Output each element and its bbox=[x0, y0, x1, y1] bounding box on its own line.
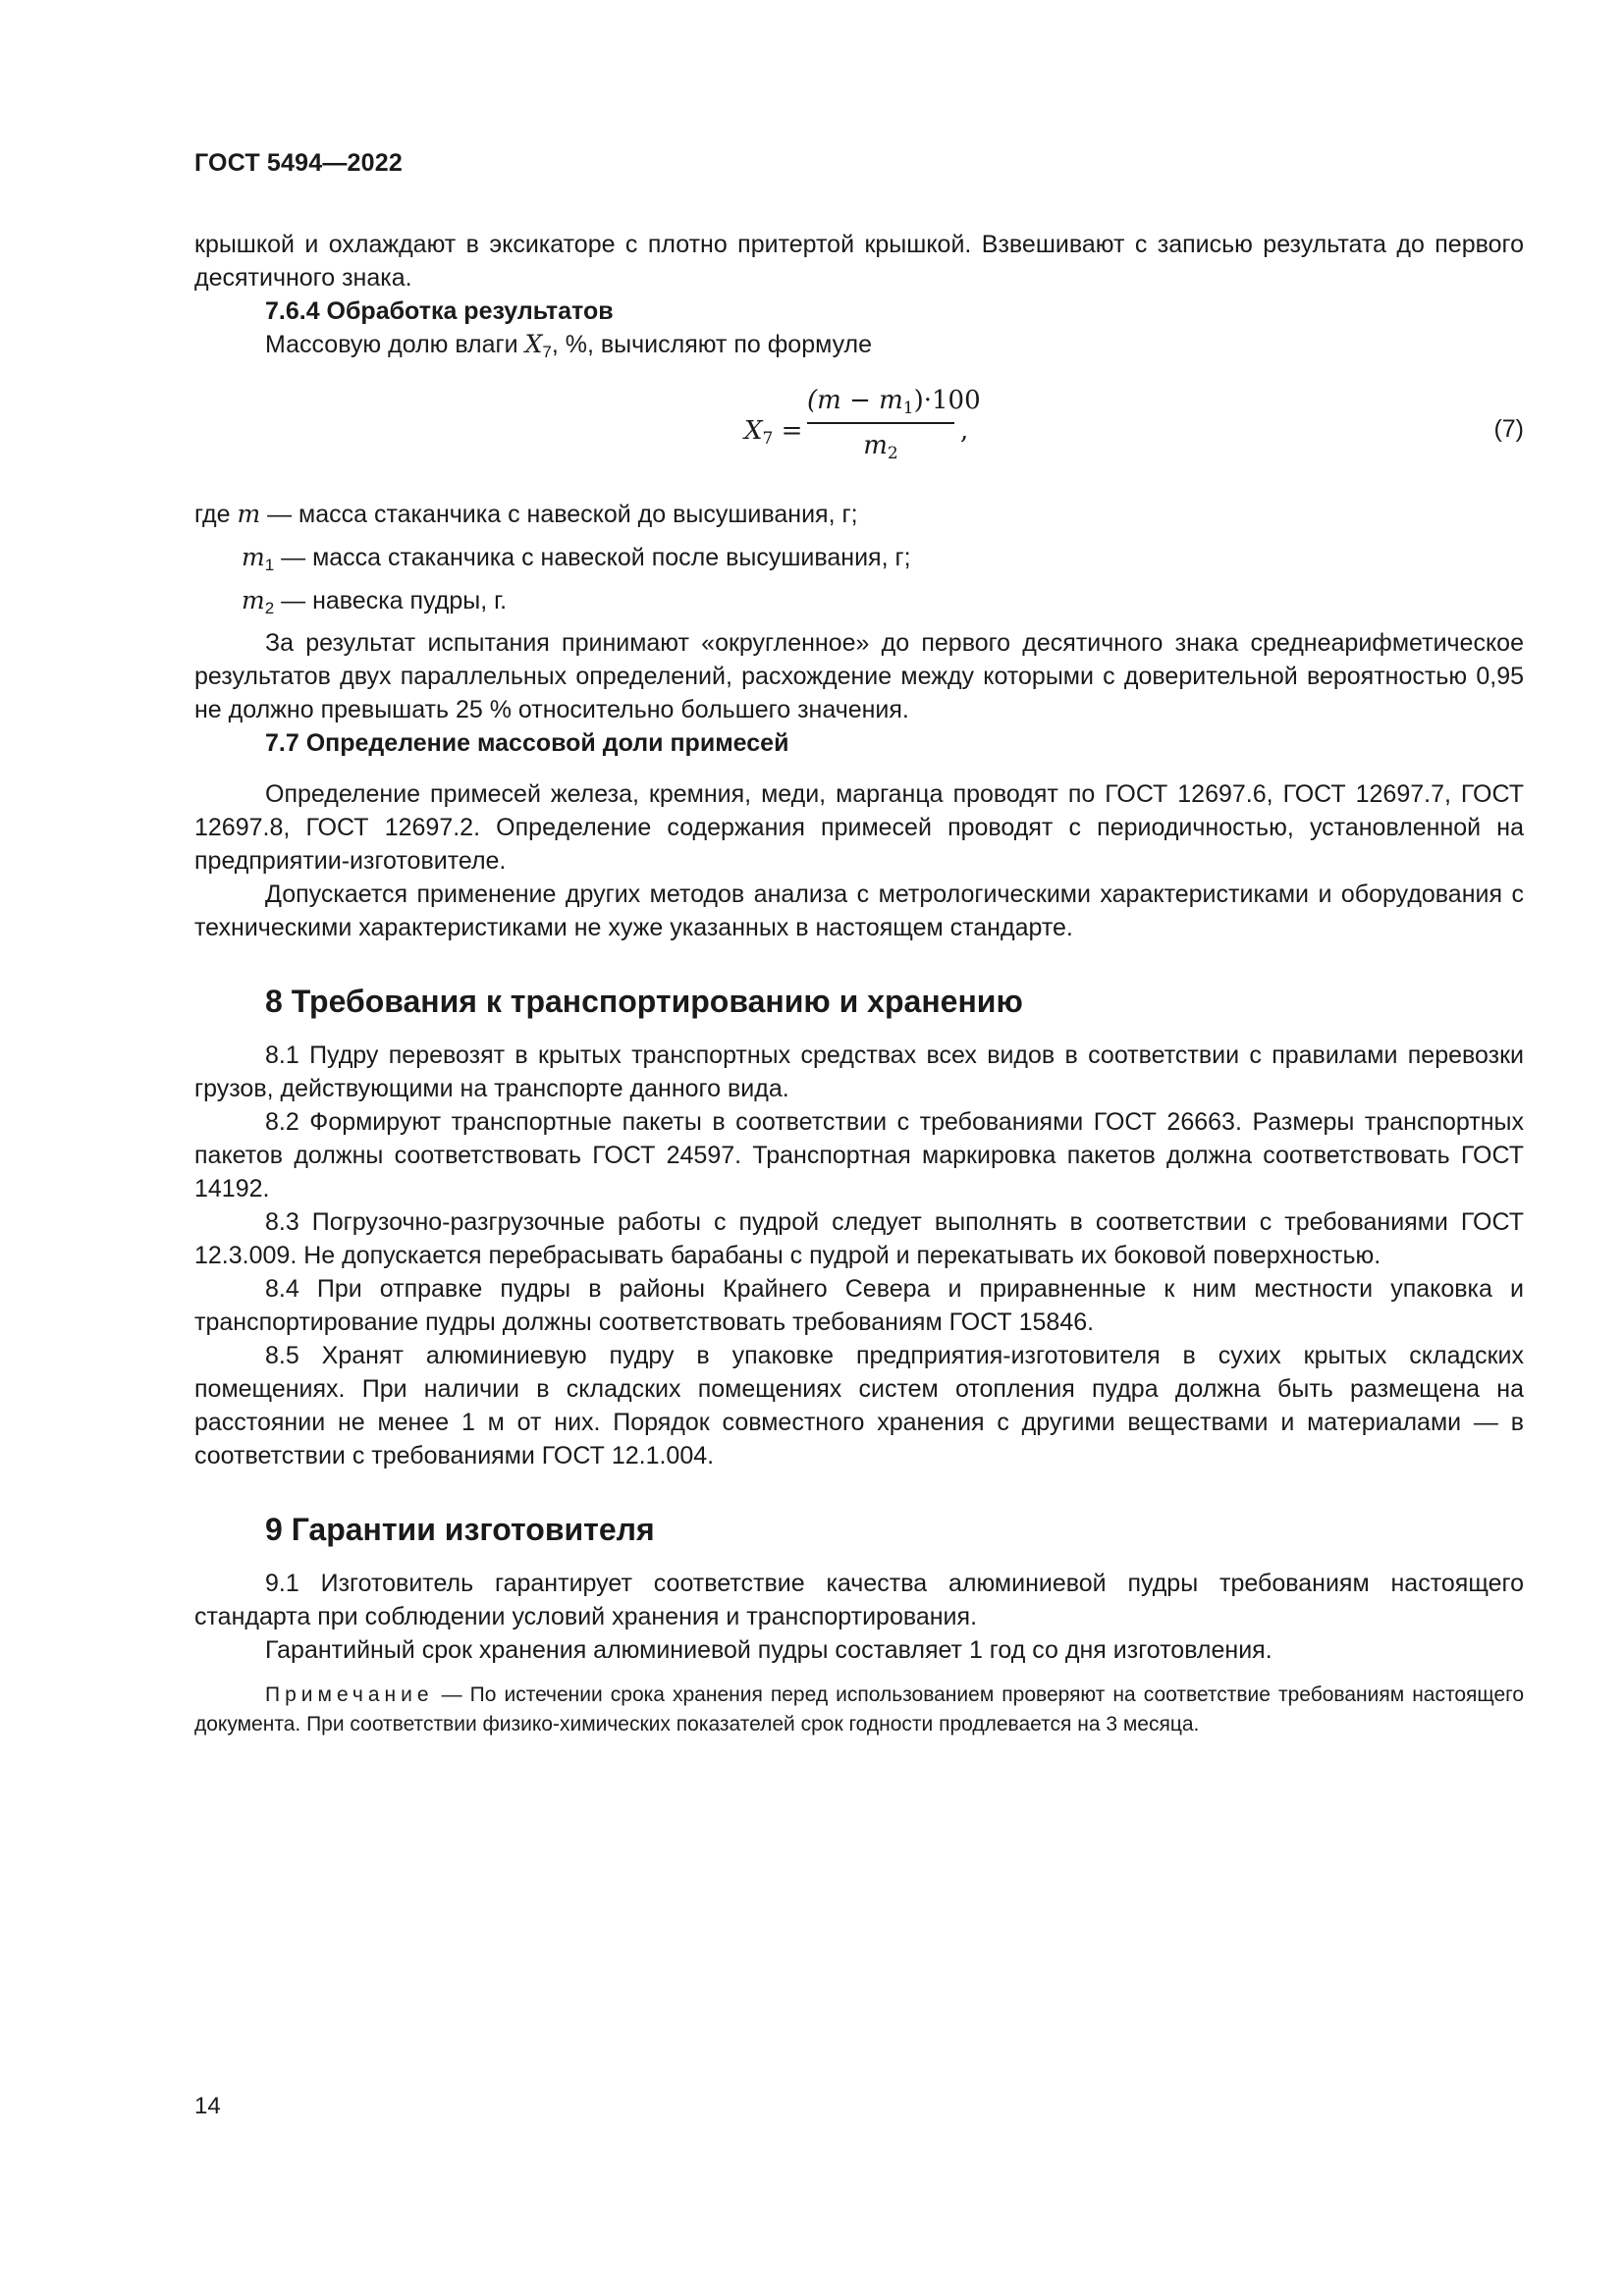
standard-code-header: ГОСТ 5494—2022 bbox=[194, 149, 403, 177]
where-text: — масса стаканчика с навеской после высушивания, г; bbox=[274, 544, 911, 571]
where-symbol: m bbox=[242, 543, 265, 571]
formula-denominator bbox=[807, 426, 954, 465]
where-symbol: m bbox=[242, 586, 265, 614]
note-text: — По истечении срока хранения перед использованием проверяют на соответствие требованиям настоящего документа. При соответствии физико-химических показателей срок годности продлевается на 3 месяца. bbox=[194, 1683, 1524, 1735]
continuation-paragraph: крышкой и охлаждают в эксикаторе с плотно притертой крышкой. Взвешивают с записью результата до первого десятичного знака. bbox=[194, 231, 1524, 292]
formula-numerator bbox=[807, 381, 981, 420]
s9-paragraph-1: 9.1 Изготовитель гарантирует соответствие качества алюминиевой пудры требованиям настоящего стандарта при соблюдении условий хранения и транспортирования. bbox=[194, 1570, 1524, 1630]
s8-paragraph-5: 8.5 Хранят алюминиевую пудру в упаковке предприятия-изготовителя в сухих крытых складских помещениях. При наличии в складских помещениях систем отопления пудра должна быть размещена на расстоянии не менее 1 м от них. Порядок совместного хранения с другими веществами и материалами — в соответствии с требованиями ГОСТ 12.1.004. bbox=[194, 1342, 1524, 1469]
formula-den-var: m bbox=[863, 431, 888, 460]
s9-paragraph-2: Гарантийный срок хранения алюминиевой пудры составляет 1 год со дня изготовления. bbox=[265, 1636, 1272, 1664]
section-9-title: 9 Гарантии изготовителя bbox=[265, 1512, 655, 1547]
where-list bbox=[194, 493, 1524, 622]
note-paragraph bbox=[194, 1681, 1524, 1739]
page-number: 14 bbox=[194, 2093, 221, 2119]
document-page bbox=[194, 0, 1524, 2296]
formula-lhs-var: X bbox=[744, 416, 763, 446]
formula-den-sub: 2 bbox=[887, 444, 898, 463]
s77-paragraph-1: Определение примесей железа, кремния, меди, марганца проводят по ГОСТ 12697.6, ГОСТ 12697.7, ГОСТ 12697.8, ГОСТ 12697.2. Определение содержания примесей проводят с периодичностью, установленной на предприятии-изготовителе. bbox=[194, 780, 1524, 875]
section-8-title: 8 Требования к транспортированию и хранению bbox=[265, 984, 1023, 1019]
subsection-7-7-title: 7.7 Определение массовой доли примесей bbox=[265, 729, 789, 757]
formula-7 bbox=[194, 377, 1524, 487]
s8-paragraph-2: 8.2 Формируют транспортные пакеты в соответствии с требованиями ГОСТ 26663. Размеры транспортных пакетов должны соответствовать ГОСТ 24597. Транспортная маркировка пакетов должна соответствовать ГОСТ 14192. bbox=[194, 1108, 1524, 1202]
where-item-m2 bbox=[194, 579, 1524, 622]
s8-paragraph-1: 8.1 Пудру перевозят в крытых транспортных средствах всех видов в соответствии с правилами перевозки грузов, действующими на транспорте данного вида. bbox=[194, 1041, 1524, 1102]
formula-intro-var: X bbox=[524, 330, 543, 358]
where-prefix: где bbox=[194, 501, 238, 528]
where-text: — масса стаканчика с навеской до высушивания, г; bbox=[260, 501, 858, 528]
result-paragraph: За результат испытания принимают «округленное» до первого десятичного знака среднеарифметическое результатов двух параллельных определений, расхождение между которыми с доверительной вероятностью 0,95 не должно превышать 25 % относительно большего значения. bbox=[194, 629, 1524, 723]
formula-intro-prefix: Массовую долю влаги bbox=[265, 331, 525, 358]
formula-num-b: )·100 bbox=[913, 386, 981, 415]
s8-paragraph-4: 8.4 При отправке пудры в районы Крайнего Севера и приравненные к ним местности упаковка и транспортирование пудры должны соответствовать требованиям ГОСТ 15846. bbox=[194, 1275, 1524, 1336]
s8-paragraph-3: 8.3 Погрузочно-разгрузочные работы с пудрой следует выполнять в соответствии с требованиями ГОСТ 12.3.009. Не допускается перебрасывать барабаны с пудрой и перекатывать их боковой поверхностью. bbox=[194, 1208, 1524, 1269]
formula-lhs bbox=[744, 414, 802, 455]
page-content bbox=[194, 228, 1524, 1760]
formula-intro-sub: 7 bbox=[542, 343, 552, 361]
where-sub: 2 bbox=[264, 599, 275, 617]
where-text: — навеска пудры, г. bbox=[274, 587, 508, 614]
formula-num-sub: 1 bbox=[902, 399, 914, 418]
formula-intro-suffix: , %, вычисляют по формуле bbox=[551, 331, 873, 358]
formula-intro bbox=[194, 328, 1524, 369]
formula-comma: , bbox=[960, 416, 969, 446]
where-sub: 1 bbox=[264, 556, 275, 574]
formula-fraction bbox=[807, 381, 981, 465]
formula-lhs-sub: 7 bbox=[762, 429, 774, 449]
s77-paragraph-2: Допускается применение других методов анализа с метрологическими характеристиками и оборудования с техническими характеристиками не хуже указанных в настоящем стандарте. bbox=[194, 881, 1524, 941]
equation-number: (7) bbox=[1493, 415, 1524, 443]
formula-equals: = bbox=[773, 416, 803, 446]
note-label: Примечание bbox=[265, 1683, 434, 1706]
formula-num-a: (m − m bbox=[807, 386, 903, 415]
subsection-7-6-4-title: 7.6.4 Обработка результатов bbox=[265, 297, 614, 325]
where-item-m bbox=[194, 493, 1524, 536]
where-symbol: m bbox=[237, 500, 261, 528]
where-item-m1 bbox=[194, 536, 1524, 579]
fraction-bar bbox=[807, 422, 954, 424]
